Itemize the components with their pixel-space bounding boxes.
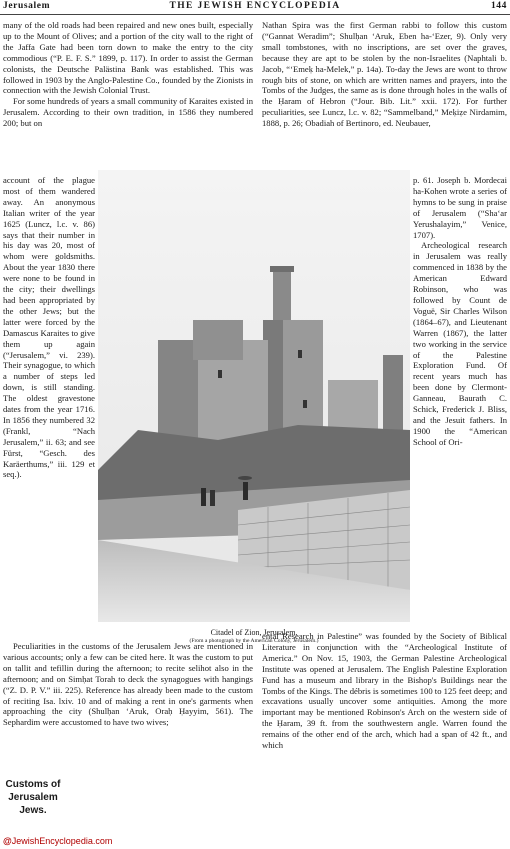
left-narrow-column xyxy=(3,175,95,480)
left-column-bottom xyxy=(3,641,253,728)
side-heading xyxy=(3,778,63,817)
site-name[interactable]: JewishEncyclopedia.com xyxy=(11,836,113,846)
citadel-photo xyxy=(98,170,410,622)
running-header xyxy=(0,0,510,15)
figure-caption: Citadel of Zion, Jerusalem. xyxy=(210,628,298,637)
paragraph: ental Research in Palestine” was founded by the Society of Biblical Literature in conjunction with the “Archeological Institute of America.” On Nov. 15, 1903, the German Palestine Archeological Institute was opened at Jerusalem. The English Palestine Exploration Fund has a museum and library in the Bishop's Buildings near the Tombs of the Kings. The débris is sometimes 100 to 125 feet deep; and excavations usually uncover some antiquities. Among the more important may be mentioned Robinson's Arch on the western side of the Ḥaram, 39 ft. from the southwestern angle. Warren found the remains of the other end of the arch, which had a span of 42 ft., and which xyxy=(262,631,507,751)
header-title: THE JEWISH ENCYCLOPEDIA xyxy=(169,1,341,11)
paragraph: many of the old roads had been repaired and new ones built, especially up to the Mount of Olives; and a portion of the city wall to the right of the Jaffa Gate had been torn down to make the entry to the city commodious (“P. E. F. S.” 1899, p. 117). In order to assist the German colonists, the Deutsche Palästina Bank was established. This was followed in 1903 by the Anglo-Palestine Co., founded by the Zionists in connection with the Jewish Colonial Trust. xyxy=(3,20,253,96)
left-column-top xyxy=(3,20,253,129)
figure-credit: (From a photograph by the American Colony, Jerusalem.) xyxy=(189,638,319,644)
page-number: 144 xyxy=(490,1,507,11)
right-column-top xyxy=(262,20,507,129)
side-heading-line: Customs of xyxy=(5,779,61,790)
footer-link[interactable] xyxy=(3,836,112,846)
side-heading-line: Jerusalem xyxy=(8,792,58,803)
figure-citadel xyxy=(98,170,410,626)
paragraph: Peculiarities in the customs of the Jerusalem Jews are mentioned in various accounts; only a few can be cited here. It was the custom to put on tallit and tefillin during the afternoon; to recite selihot also in the afternoon; and on Simḥat Torah to deck the synagogues with hangings (“Z. D. P. V.” iii. 225). Reference has already been made to the custom of reciting Isa. lxiv. 10 and of making a rent in one's garments when approaching the city (Shulḥan ‘Aruk, Oraḥ Ḥayyim, 561). The Sephardim were accustomed to have two wives; xyxy=(3,641,253,728)
paragraph: p. 61. Joseph b. Mordecai ha-Kohen wrote a series of hymns to be sung in praise of Jerusalem (“Sha‘ar Yerushalayim,” Venice, 1707). xyxy=(413,175,507,240)
at-symbol: @ xyxy=(3,836,12,846)
header-left: Jerusalem xyxy=(3,1,51,11)
paragraph: For some hundreds of years a small community of Karaites existed in Jerusalem. According to their own tradition, in 1586 they numbered 200; but on xyxy=(3,96,253,129)
right-narrow-column xyxy=(413,175,507,448)
paragraph: Archeological research in Jerusalem was really commenced in 1838 by the American Edward Robinson, who was followed by Count de Voguë, Sir Charles Wilson (1864–67), and Lieutenant Warren (1867), the latter two working in the service of the Palestine Exploration Fund. Of recent years much has been done by Clermont-Ganneau, Baurath C. Schick, Frederick J. Bliss, and the Jesuit fathers. In 1900 the “American School of Ori- xyxy=(413,240,507,447)
side-heading-line: Jews. xyxy=(19,805,47,816)
paragraph: Nathan Spira was the first German rabbi to follow this custom (“Gannat Weradim”; Shulḥan ‘Aruk, Eben ha-‘Ezer, 9). Only very small tombstones, with no inscriptions, are set over the graves, because they are apt to be stolen by the non-Israelites (Naphtali b. Jacob, “‘Emeḳ ha-Melek,” p. 14a). To-day the Jews are wont to throw rough bits of stone, on which are written names and prayers, into the Tombs of the Judges, the same as is done through holes in the walls of the Ḥaram of Hebron (“Jour. Bib. Lit.” xxii. 172). For further peculiarities, see Luncz, l.c. v. 82; “Sammelband,” Meḳiẓe Nirdamim, 1888, p. 26; Obadiah of Bertinoro, ed. Neubauer, xyxy=(262,20,507,129)
paragraph: account of the plague most of them wandered away. An anonymous Italian writer of the year 1625 (Luncz, l.c. v. 86) says that their number in his day was 20, most of whom were goldsmiths. About the year 1830 there were none to be found in the city; their dwellings had been appropriated by the other Jews; but the latter were forced by the Damascus Karaites to give them up again (“Jerusalem,” vi. 239). Their synagogue, to which a number of steps led down, is still standing. The oldest gravestone dates from the year 1716. In 1856 they numbered 32 (Frankl, “Nach Jerusalem,” ii. 63; and see Fürst, “Gesch. des Karäerthums,” iii. 129 et seq.). xyxy=(3,175,95,480)
right-column-bottom xyxy=(262,631,507,751)
